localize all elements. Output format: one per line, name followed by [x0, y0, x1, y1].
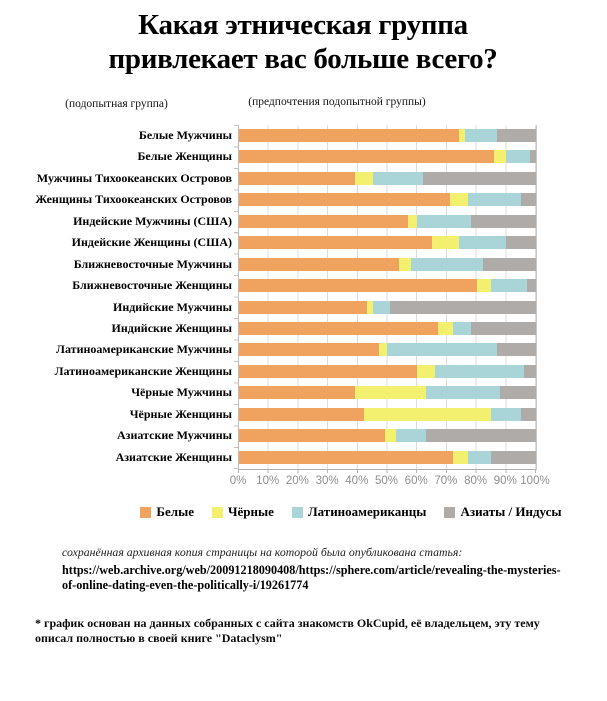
bar-row: [0, 447, 607, 468]
bar-segment: [426, 386, 500, 399]
x-tick-label: 50%: [374, 475, 399, 487]
category-label: Чёрные Женщины: [129, 406, 232, 421]
bar-row: [0, 189, 607, 210]
bar-segment: [497, 129, 536, 142]
category-label: Чёрные Мужчины: [131, 385, 232, 400]
bar-segment: [239, 236, 432, 249]
bar-segment: [423, 172, 536, 185]
bar-segment: [435, 365, 524, 378]
bar-segment: [239, 408, 364, 421]
bar-track: [239, 297, 536, 318]
bar-segment: [239, 343, 379, 356]
bar-segment: [239, 365, 417, 378]
bar-segment: [521, 193, 536, 206]
bar-row: [0, 339, 607, 360]
bar-segment: [530, 150, 536, 163]
bar-segment: [239, 193, 450, 206]
bar-segment: [387, 343, 497, 356]
legend: [0, 504, 607, 520]
x-tick-label: 90%: [493, 475, 517, 487]
bar-track: [239, 318, 536, 339]
bar-segment: [432, 236, 459, 249]
bar-segment: [379, 343, 388, 356]
bar-segment: [417, 365, 435, 378]
bar-segment: [453, 322, 471, 335]
category-label: Ближневосточные Женщины: [72, 278, 232, 293]
bar-segment: [390, 301, 536, 314]
bar-segment: [491, 279, 527, 292]
category-label: Ближневосточные Мужчины: [73, 256, 232, 271]
bar-segment: [521, 408, 536, 421]
x-tick-label: 30%: [315, 475, 339, 487]
x-tick-label: 70%: [434, 475, 458, 487]
bar-segment: [239, 451, 453, 464]
bar-row: [0, 404, 607, 425]
bar-segment: [239, 322, 438, 335]
bar-rows: [0, 125, 607, 468]
category-label: Индийские Мужчины: [112, 299, 232, 314]
bar-row: [0, 361, 607, 382]
bar-segment: [506, 236, 536, 249]
bar-track: [239, 189, 536, 210]
bar-segment: [500, 386, 536, 399]
bar-segment: [239, 301, 367, 314]
bar-segment: [385, 429, 397, 442]
x-tick-label: 100%: [520, 475, 550, 487]
bar-track: [239, 146, 536, 167]
x-tick-label: 80%: [464, 475, 488, 487]
bar-segment: [477, 279, 492, 292]
legend-label: Белые: [156, 504, 194, 519]
bar-segment: [239, 279, 477, 292]
bar-row: [0, 125, 607, 146]
bar-track: [239, 125, 536, 146]
category-label: Женщины Тихоокеанских Островов: [35, 192, 232, 207]
legend-swatch-icon: [140, 507, 151, 518]
legend-item: [140, 504, 194, 520]
category-label: Белые Мужчины: [138, 128, 232, 142]
bar-segment: [239, 386, 355, 399]
legend-swatch-icon: [292, 507, 303, 518]
bar-segment: [411, 258, 482, 271]
archive-url: https://web.archive.org/web/20091218090408/https://sphere.com/article/revealing-the-mysteries-of-online-dating-even-the-politically-i/19261774: [62, 563, 561, 592]
bar-track: [239, 254, 536, 275]
bar-segment: [364, 408, 492, 421]
bar-row: [0, 211, 607, 232]
category-label: Индийские Женщины: [111, 320, 232, 335]
category-label: Азиатские Женщины: [115, 449, 232, 464]
bar-segment: [355, 386, 426, 399]
legend-item: [212, 504, 274, 520]
bar-segment: [465, 129, 498, 142]
bar-segment: [527, 279, 536, 292]
bar-segment: [239, 150, 494, 163]
bar-track: [239, 382, 536, 403]
bar-track: [239, 211, 536, 232]
bar-segment: [491, 451, 536, 464]
bar-segment: [426, 429, 536, 442]
bar-row: [0, 297, 607, 318]
bar-row: [0, 275, 607, 296]
bar-segment: [438, 322, 453, 335]
subtitle-subject-group: (подопытная группа): [65, 98, 168, 110]
bar-segment: [471, 215, 536, 228]
bar-segment: [471, 322, 536, 335]
bar-segment: [459, 236, 507, 249]
bar-segment: [355, 172, 373, 185]
bar-segment: [494, 150, 506, 163]
legend-item: [292, 504, 427, 520]
category-label: Латиноамериканские Мужчины: [56, 342, 232, 357]
bar-segment: [417, 215, 470, 228]
legend-swatch-icon: [444, 507, 455, 518]
category-label: Индейские Женщины (США): [71, 235, 232, 250]
bar-track: [239, 404, 536, 425]
stacked-bar-chart: [0, 125, 607, 500]
bar-segment: [506, 150, 530, 163]
x-tick-label: 40%: [345, 475, 369, 487]
legend-item: [444, 504, 561, 520]
category-label: Индейские Мужчины (США): [73, 213, 232, 228]
bar-segment: [399, 258, 411, 271]
bar-track: [239, 425, 536, 446]
legend-swatch-icon: [212, 507, 223, 518]
x-tick-label: 0%: [229, 475, 247, 487]
footnote: * график основан на данных собранных с сайта знакомств OkCupid, её владельцем, эту тему описал полностью в своей книге "Dataclysm": [35, 616, 540, 645]
legend-label: Чёрные: [228, 504, 274, 519]
bar-segment: [239, 129, 459, 142]
bar-track: [239, 232, 536, 253]
bar-row: [0, 382, 607, 403]
x-tick-label: 20%: [285, 475, 309, 487]
bar-segment: [468, 451, 492, 464]
bar-segment: [239, 215, 408, 228]
bar-segment: [491, 408, 521, 421]
chart-title: Какая этническая группа привлекает вас больше всего?: [108, 9, 498, 75]
bar-segment: [239, 429, 385, 442]
legend-label: Латиноамериканцы: [307, 504, 427, 519]
subtitle-preferences: (предпочтения подопытной группы): [248, 96, 426, 108]
category-label: Белые Женщины: [137, 149, 232, 164]
archive-note: сохранённая архивная копия страницы на которой была опубликована статья:: [62, 545, 463, 559]
bar-track: [239, 361, 536, 382]
bar-row: [0, 232, 607, 253]
bar-segment: [239, 172, 355, 185]
bar-track: [239, 447, 536, 468]
bar-track: [239, 168, 536, 189]
bar-segment: [396, 429, 426, 442]
x-axis-ticks: [238, 469, 536, 473]
bar-segment: [468, 193, 521, 206]
bar-segment: [239, 258, 399, 271]
bar-segment: [497, 343, 536, 356]
bar-segment: [408, 215, 417, 228]
bar-row: [0, 168, 607, 189]
category-label: Латиноамериканские Женщины: [54, 363, 232, 378]
bar-track: [239, 275, 536, 296]
x-tick-label: 60%: [404, 475, 428, 487]
legend-label: Азиаты / Индусы: [460, 504, 562, 519]
bar-segment: [453, 451, 468, 464]
bar-segment: [524, 365, 536, 378]
bar-segment: [373, 301, 391, 314]
bar-segment: [450, 193, 468, 206]
bar-track: [239, 339, 536, 360]
bar-row: [0, 146, 607, 167]
bar-segment: [373, 172, 423, 185]
bar-segment: [483, 258, 536, 271]
x-tick-label: 10%: [256, 475, 280, 487]
category-label: Мужчины Тихоокеанских Островов: [36, 170, 232, 185]
bar-row: [0, 254, 607, 275]
bar-row: [0, 318, 607, 339]
bar-row: [0, 425, 607, 446]
category-label: Азиатские Мужчины: [117, 428, 232, 443]
